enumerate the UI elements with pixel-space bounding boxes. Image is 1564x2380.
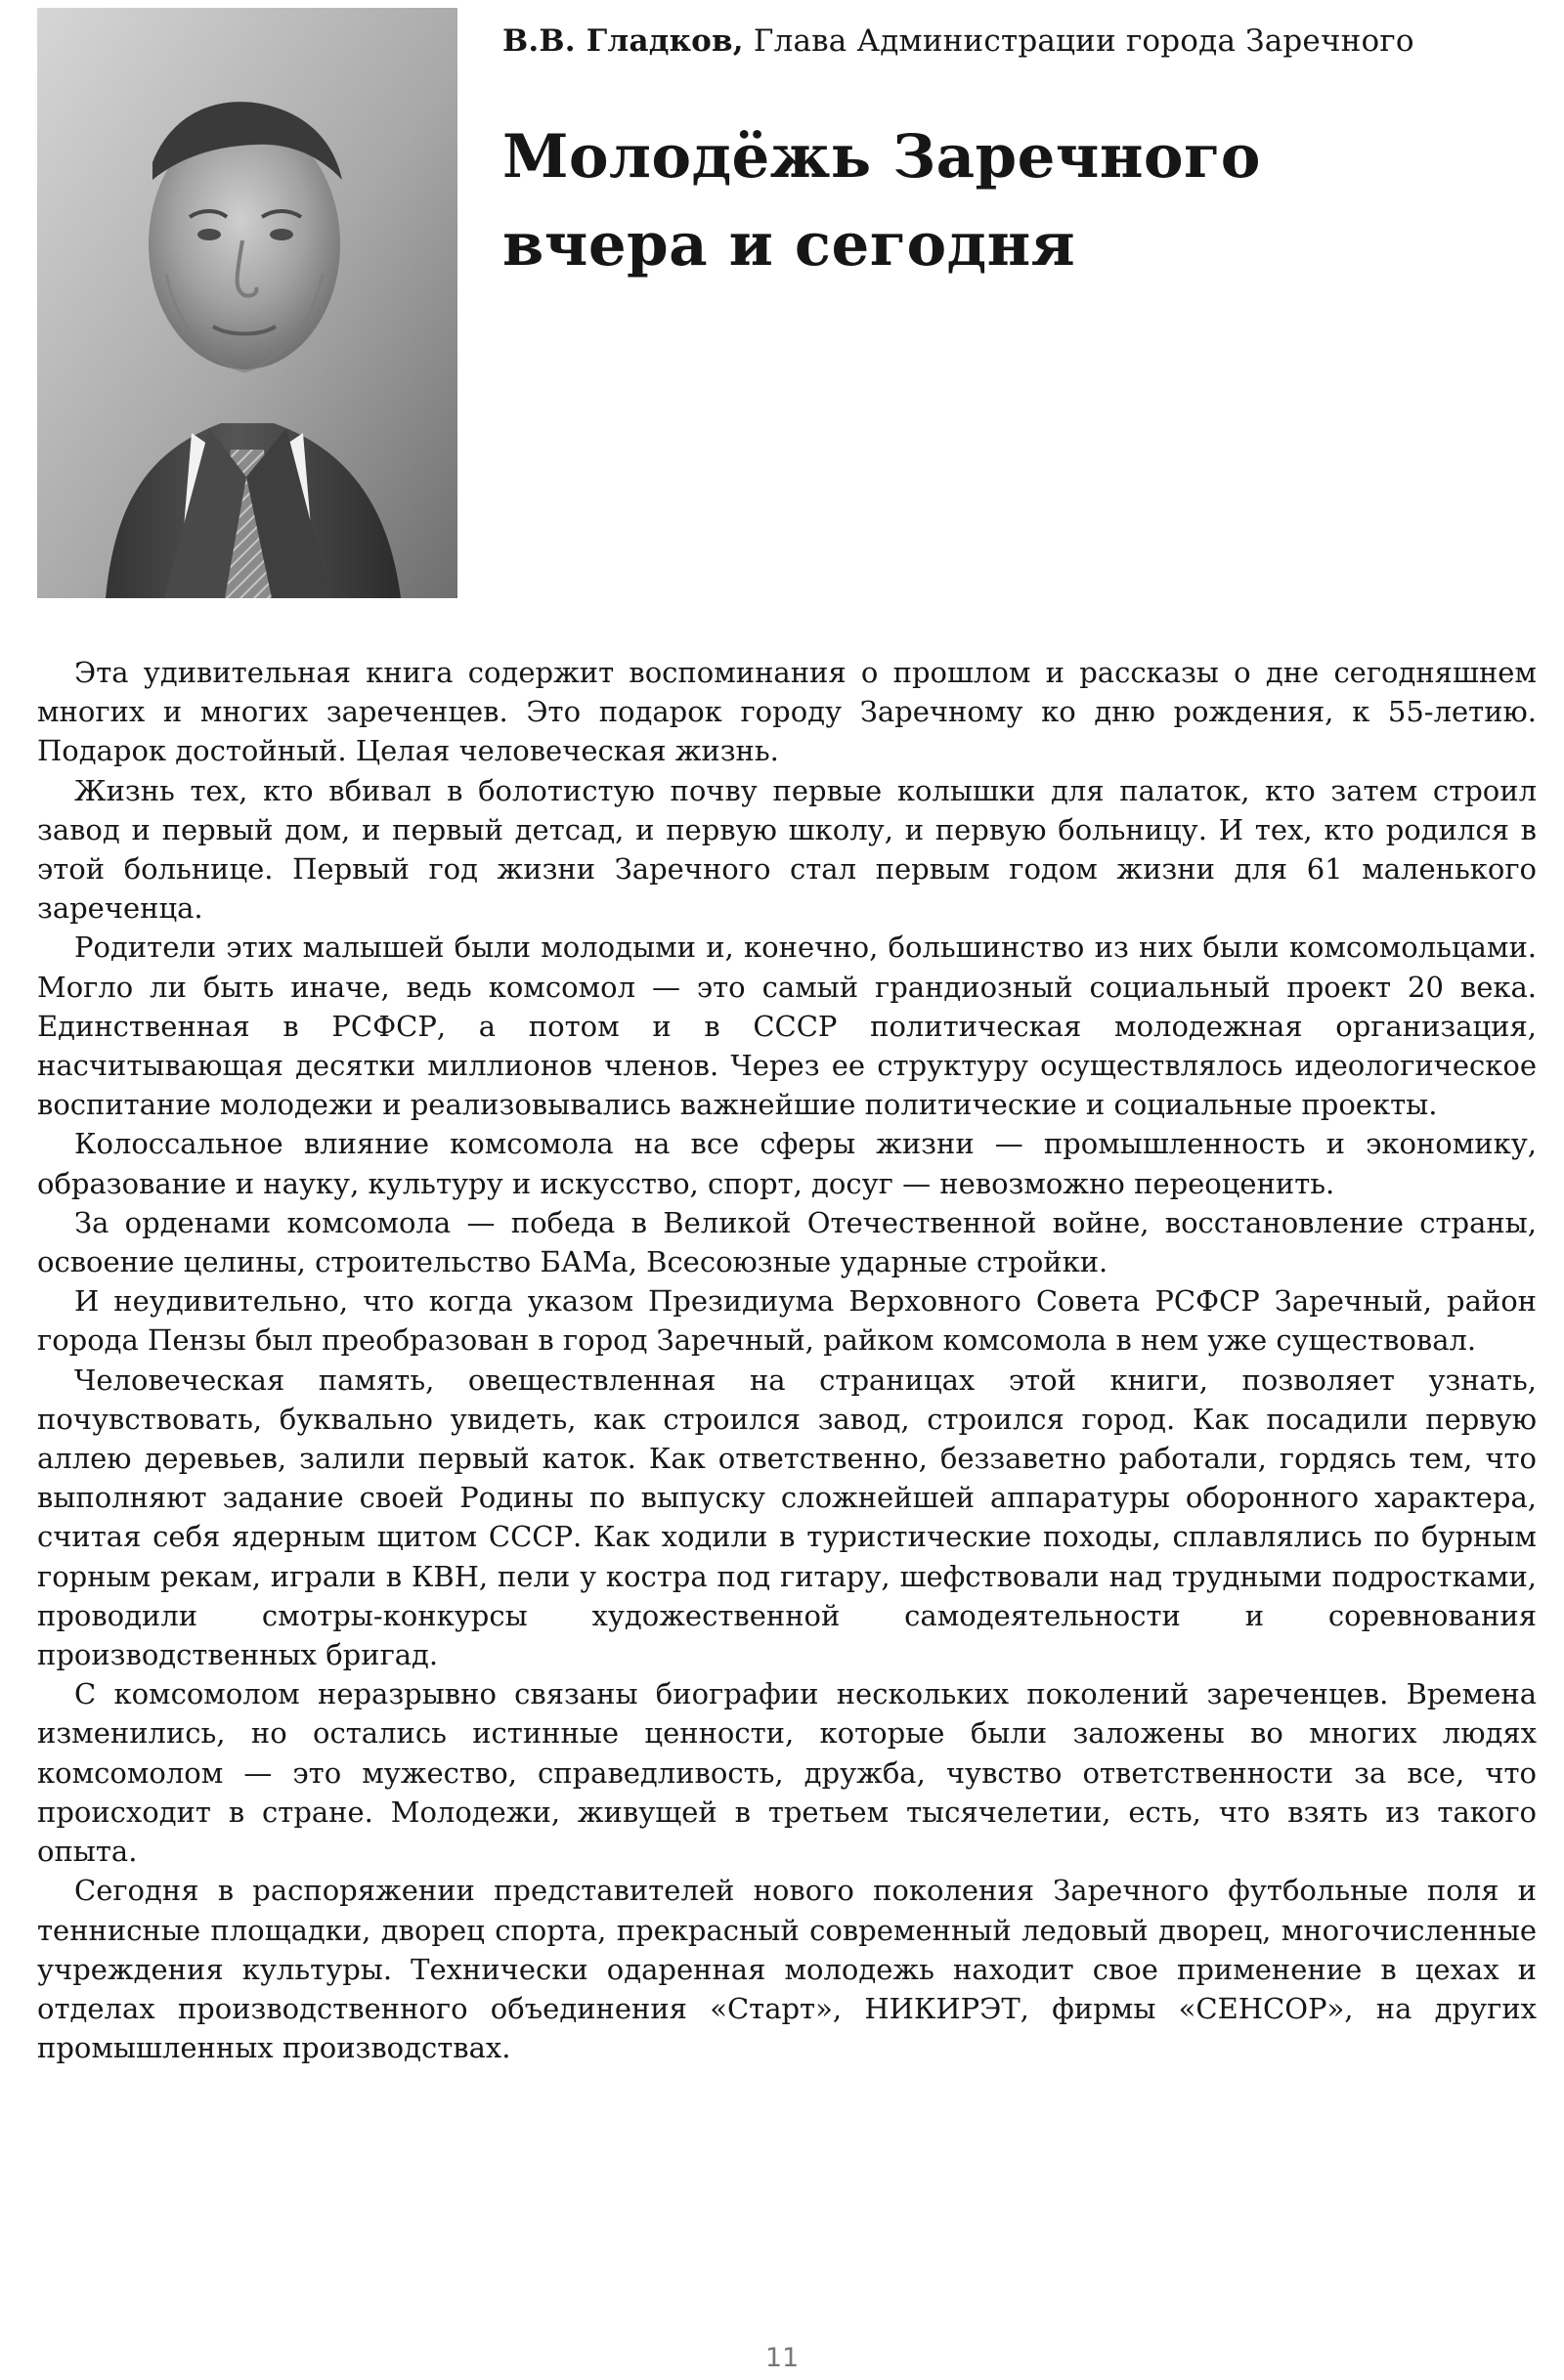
article-paragraph-8: С комсомолом неразрывно связаны биографии нескольких поколений зареченцев. Времена изменились, но остались истинные ценности, которые были заложены во многих людях комсомолом — это мужество, справедливость, дружба, чувство ответственности за все, что происходит в стране. Молодежи, живущей в третьем тысячелетии, есть, что взять из такого опыта.	[37, 1677, 1537, 1869]
article-paragraph-5: За орденами комсомола — победа в Великой Отечественной войне, восстановление страны, освоение целины, строительство БАМа, Всесоюзные ударные стройки.	[37, 1205, 1537, 1279]
author-name: В.В. Гладков,	[502, 23, 744, 59]
author-line	[502, 23, 1539, 59]
article-paragraph-1: Эта удивительная книга содержит воспоминания о прошлом и рассказы о дне сегодняшнем многих и многих зареченцев. Это подарок городу Заречному ко дню рождения, к 55-летию. Подарок достойный. Целая человеческая жизнь.	[37, 656, 1537, 768]
article-paragraph-3: Родители этих малышей были молодыми и, конечно, большинство из них были комсомольцами. Могло ли быть иначе, ведь комсомол — это самый грандиозный социальный проект 20 века. Единственная в РСФСР, а потом и в СССР политическая молодежная организация, насчитывающая десятки миллионов членов. Через ее структуру осуществлялось идеологическое воспитание молодежи и реализовывались важнейшие политические и социальные проекты.	[37, 930, 1537, 1122]
article-paragraph-6: И неудивительно, что когда указом Президиума Верховного Совета РСФСР Заречный, район города Пензы был преобразован в город Заречный, райком комсомола в нем уже существовал.	[37, 1284, 1537, 1358]
article-paragraph-7: Человеческая память, овеществленная на страницах этой книги, позволяет узнать, почувствовать, буквально увидеть, как строился завод, строился город. Как посадили первую аллею деревьев, залили первый каток. Как ответственно, беззаветно работали, гордясь тем, что выполняют задание своей Родины по выпуску сложнейшей аппаратуры оборонного характера, считая себя ядерным щитом СССР. Как ходили в туристические походы, сплавлялись по бурным горным рекам, играли в КВН, пели у костра под гитару, шефствовали над трудными подростками, проводили смотры-конкурсы художественной самодеятельности и соревнования производственных бригад.	[37, 1363, 1537, 1672]
article-title	[502, 113, 1519, 289]
article-paragraph-4: Колоссальное влияние комсомола на все сферы жизни — промышленность и экономику, образование и науку, культуру и искусство, спорт, досуг — невозможно переоценить.	[37, 1127, 1537, 1200]
author-position: Глава Администрации города Заречного	[753, 23, 1414, 59]
article-title-line-1: Молодёжь Заречного	[502, 122, 1261, 192]
page-number: 11	[764, 2343, 800, 2373]
article-paragraph-9: Сегодня в распоряжении представителей нового поколения Заречного футбольные поля и теннисные площадки, дворец спорта, прекрасный современный ледовый дворец, многочисленные учреждения культуры. Технически одаренная молодежь находит свое применение в цехах и отделах производственного объединения «Старт», НИКИРЭТ, фирмы «СЕНСОР», на других промышленных производствах.	[37, 1874, 1537, 2065]
article-title-line-2: вчера и сегодня	[502, 210, 1076, 280]
author-portrait	[37, 8, 457, 598]
article-body	[37, 653, 1537, 2067]
article-paragraph-2: Жизнь тех, кто вбивал в болотистую почву первые колышки для палаток, кто затем строил завод и первый дом, и первый детсад, и первую школу, и первую больницу. И тех, кто родился в этой больнице. Первый год жизни Заречного стал первым годом жизни для 61 маленького зареченца.	[37, 773, 1537, 926]
